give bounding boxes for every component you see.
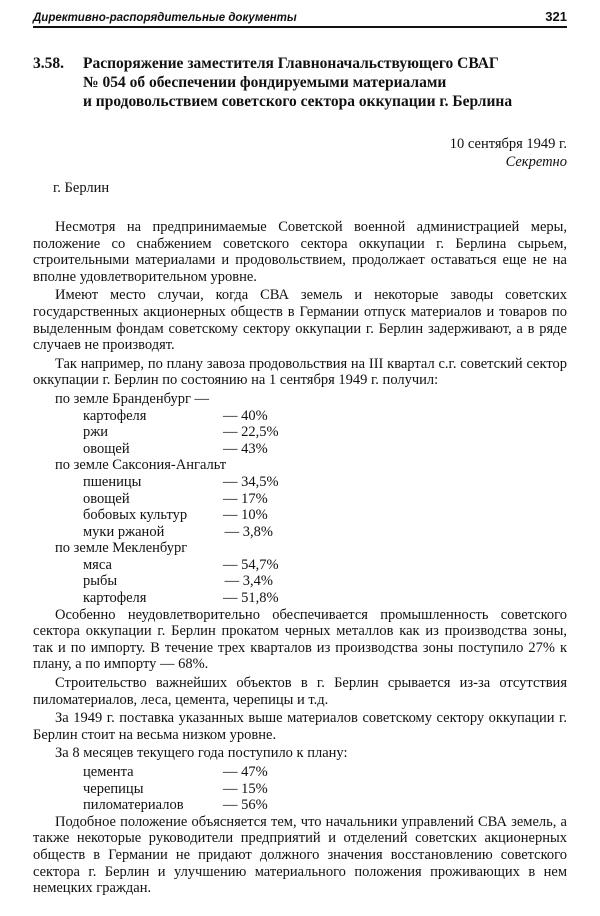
running-header — [33, 8, 567, 28]
title-line: Распоряжение заместителя Главноначальствующего СВАГ — [83, 55, 499, 72]
region-mecklenburg — [33, 540, 567, 606]
paragraph: Так например, по плану завоза продовольствия на III квартал с.г. советский сектор оккупации г. Берлин по состоянию на 1 сентября 1949 г. получил: — [33, 355, 567, 389]
document-number: 3.58. — [33, 55, 64, 72]
list-item: овощей — 43% — [83, 440, 268, 457]
region-label: по земле Мекленбург — [55, 540, 188, 557]
region-label: по земле Саксония-Ангальт — [55, 457, 227, 474]
title-line: № 054 об обеспечении фондируемыми материалами — [83, 74, 447, 91]
list-item: ржи — 22,5% — [83, 424, 279, 441]
classification-mark: Секретно — [505, 154, 567, 170]
list-item: бобовых культур — 10% — [83, 507, 268, 524]
paragraph: Строительство важнейших объектов в г. Берлин срывается из-за отсутствия пиломатериалов, леса, цемента, черепицы и т.д. — [33, 675, 567, 708]
list-item: картофеля — 51,8% — [83, 590, 279, 607]
list-item: пшеницы — 34,5% — [83, 473, 279, 490]
list-item: муки ржаной — 3,8% — [83, 523, 273, 540]
list-item: рыбы — 3,4% — [83, 573, 273, 590]
materials-list — [33, 764, 567, 814]
page-number: 321 — [545, 9, 567, 24]
list-item: картофеля — 40% — [83, 407, 268, 424]
paragraph: Подобное положение объясняется тем, что начальники управлений СВА земель, а также некоторые руководители предприятий и отделений советских акционерных обществ в Германии не придают должного значения восстановлению советского сектора г. Берлин и улучшению материального положения проживающих в нем немецких граждан. — [33, 813, 567, 897]
document-date: 10 сентября 1949 г. — [449, 136, 567, 152]
document-title — [33, 54, 567, 111]
list-item: мяса — 54,7% — [83, 556, 279, 573]
list-item: овощей — 17% — [83, 490, 268, 507]
document-place: г. Берлин — [53, 180, 110, 196]
region-saxony-anhalt — [33, 457, 567, 540]
list-item: пиломатериалов — 56% — [83, 797, 268, 814]
paragraph: Несмотря на предпринимаемые Советской военной администрацией меры, положение со снабжением советского сектора оккупации г. Берлина сырьем, строительными материалами и продовольствием, продолжает оставаться еще не на вполне удовлетворительном уровне. — [33, 219, 567, 285]
section-title: Директивно-распорядительные документы — [33, 12, 297, 24]
list-item: черепицы — 15% — [83, 780, 268, 797]
document-page — [33, 8, 567, 899]
region-brandenburg — [33, 391, 567, 457]
title-line: и продовольствием советского сектора оккупации г. Берлина — [83, 93, 513, 110]
paragraph: За 8 месяцев текущего года поступило к плану: — [55, 745, 348, 762]
document-body — [33, 219, 567, 897]
paragraph: Имеют место случаи, когда СВА земель и некоторые заводы советских государственных акционерных обществ в Германии отпуск материалов и товаров по выделенным фондам советскому сектору оккупации г. Берлин задерживают, а в ряде случаев не производят. — [33, 287, 567, 354]
date-block — [33, 135, 567, 171]
region-label: по земле Бранденбург — — [55, 390, 210, 407]
list-item: цемента — 47% — [83, 764, 268, 780]
paragraph: Особенно неудовлетворительно обеспечивается промышленность советского сектора оккупации г. Берлин прокатом черных металлов как из производства зоны, так и по импорту. В течение трех кварталов из производства зоны поступило 27% к плану, а по импорту — 68%. — [33, 606, 567, 673]
paragraph: За 1949 г. поставка указанных выше материалов советскому сектору оккупации г. Берлин стоит на весьма низком уровне. — [33, 710, 567, 743]
